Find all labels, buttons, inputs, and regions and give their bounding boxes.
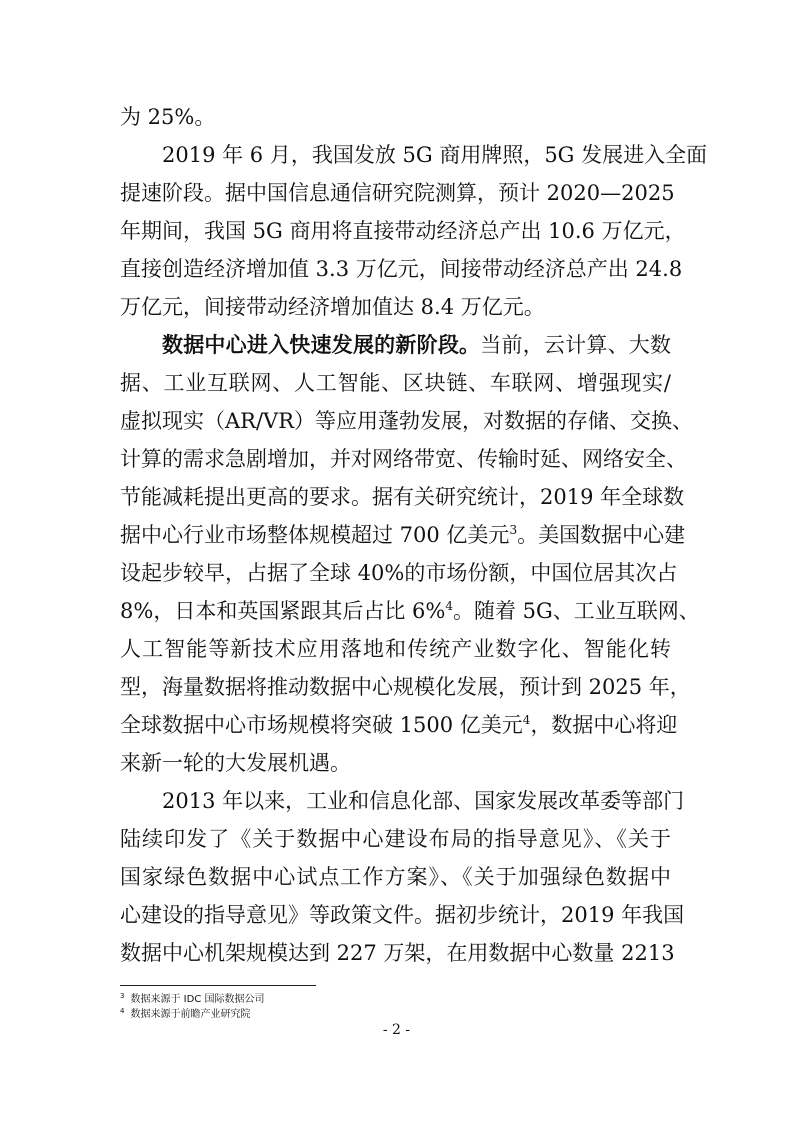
body-line xyxy=(120,706,678,744)
body-line: 人工智能等新技术应用落地和传统产业数字化、智能化转 xyxy=(120,637,671,661)
footnote-ref: 4 xyxy=(445,599,453,613)
body-line: 设起步较早，占据了全球 40%的市场份额，中国位居其次占 xyxy=(120,561,678,585)
body-line: 虚拟现实（AR/VR）等应用蓬勃发展，对数据的存储、交换、 xyxy=(120,409,694,433)
footnote-text: 数据来源于 IDC 国际数据公司 xyxy=(130,994,265,1005)
line-text: 8%，日本和英国紧跟其后占比 6% xyxy=(120,599,446,623)
body-line: 节能减耗提出更高的要求。据有关研究统计，2019 年全球数 xyxy=(120,485,685,509)
footnote-3 xyxy=(120,992,264,1007)
line-text: ，数据中心将迎 xyxy=(530,713,678,737)
footnote-4 xyxy=(120,1007,264,1022)
footnote-mark: 4 xyxy=(120,1006,125,1015)
body-line xyxy=(120,326,671,364)
section-heading: 数据中心进入快速发展的新阶段。 xyxy=(162,332,481,357)
body-line: 陆续印发了《关于数据中心建设布局的指导意见》、《关于 xyxy=(120,827,671,851)
body-line: 2013 年以来，工业和信息化部、国家发展改革委等部门 xyxy=(162,789,685,813)
footnote-ref: 4 xyxy=(522,713,531,727)
footnotes xyxy=(120,992,264,1022)
body-line xyxy=(120,592,700,630)
footnote-ref: 3 xyxy=(509,523,518,537)
page-number: - 2 - xyxy=(382,1022,411,1038)
footnote-divider xyxy=(120,985,316,986)
footnote-mark: 3 xyxy=(120,991,125,1000)
body-line: 型，海量数据将推动数据中心规模化发展，预计到 2025 年， xyxy=(120,675,691,699)
body-line xyxy=(120,516,686,554)
line-text: 当前，云计算、大数 xyxy=(480,333,672,357)
line-text: 据中心行业市场整体规模超过 700 亿美元 xyxy=(120,523,510,547)
body-line: 提速阶段。据中国信息通信研究院测算，预计 2020—2025 xyxy=(120,181,675,205)
body-line: 2019 年 6 月，我国发放 5G 商用牌照，5G 发展进入全面 xyxy=(162,143,708,167)
body-line: 国家绿色数据中心试点工作方案》、《关于加强绿色数据中 xyxy=(120,865,671,889)
line-text: 全球数据中心市场规模将突破 1500 亿美元 xyxy=(120,713,523,737)
body-line: 万亿元，间接带动经济增加值达 8.4 万亿元。 xyxy=(120,295,545,319)
body-line: 直接创造经济增加值 3.3 万亿元，间接带动经济总产出 24.8 xyxy=(120,257,683,281)
body-line: 数据中心机架规模达到 227 万架，在用数据中心数量 2213 xyxy=(120,941,675,965)
body-line: 心建设的指导意见》等政策文件。据初步统计，2019 年我国 xyxy=(120,903,685,927)
body-line: 年期间，我国 5G 商用将直接带动经济总产出 10.6 万亿元， xyxy=(120,219,686,243)
line-text: 。美国数据中心建 xyxy=(517,523,686,547)
body-line: 来新一轮的大发展机遇。 xyxy=(120,751,351,775)
body-text xyxy=(120,98,708,972)
body-line: 为 25%。 xyxy=(120,105,216,129)
footnote-text: 数据来源于前瞻产业研究院 xyxy=(130,1009,251,1020)
body-line: 据、工业互联网、人工智能、区块链、车联网、增强现实/ xyxy=(120,371,671,395)
line-text: 。随着 5G、工业互联网、 xyxy=(452,599,700,623)
body-line: 计算的需求急剧增加，并对网络带宽、传输时延、网络安全、 xyxy=(120,447,687,471)
